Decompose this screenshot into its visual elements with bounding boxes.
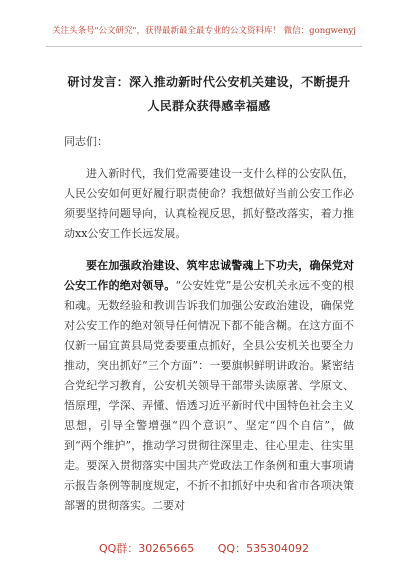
- greeting: 同志们：: [64, 135, 108, 148]
- footer-qq-group: QQ群：30265665: [98, 542, 195, 555]
- paragraph-1: 进入新时代，我们党需要建设一支什么样的公安队伍，人民公安如何更好履行职责使命？我想做好当前公安工作必须要坚持问题导向，认真检视反思，抓好整改落实，着力推动xx公安工作长远发展。: [64, 167, 354, 240]
- paragraph-2-lead: 要在加强政治建设、筑牢忠诚警魂上下功夫，确保党对公安工作的绝对领导。: [64, 259, 354, 292]
- document-body: [64, 70, 354, 516]
- paragraph-2: [64, 256, 354, 516]
- footer-qq: QQ：535304092: [217, 542, 310, 555]
- header-divider: [46, 46, 362, 47]
- footer-contact: [0, 540, 408, 556]
- header-notice: 关注头条号"公文研究"，获得最新最全最专业的公文资料库！ 微信：gongwenyj: [52, 26, 356, 36]
- document-title: 研讨发言：深入推动新时代公安机关建设，不断提升人民群众获得感幸福感: [67, 75, 351, 113]
- paragraph-2-body: “公安姓党”是公安机关永远不变的根和魂。无数经验和教训告诉我们加强公安政治建设，确保党对公安工作的绝对领导任何情况下都不能含糊。在这方面不仅新一届宜黄县局党委要重点抓好，全县公安机关也要全力推动，突出抓好“三个方面”：一要旗帜鲜明讲政治。紧密结合党纪学习教育，公安机关领导干部带头读原著、学原文、悟原理，学深、弄懂、悟透习近平新时代中国特色社会主义思想，引导全警增强“四个意识”、坚定“四个自信”，做到“两个维护”，推动学习贯彻往深里走、往心里走、往实里走。要深入贯彻落实中国共产党政法工作条例和重大事项请示报告条例等制度规定，不折不扣抓好中央和省市各项决策部署的贯彻落实。二要对: [64, 279, 355, 512]
